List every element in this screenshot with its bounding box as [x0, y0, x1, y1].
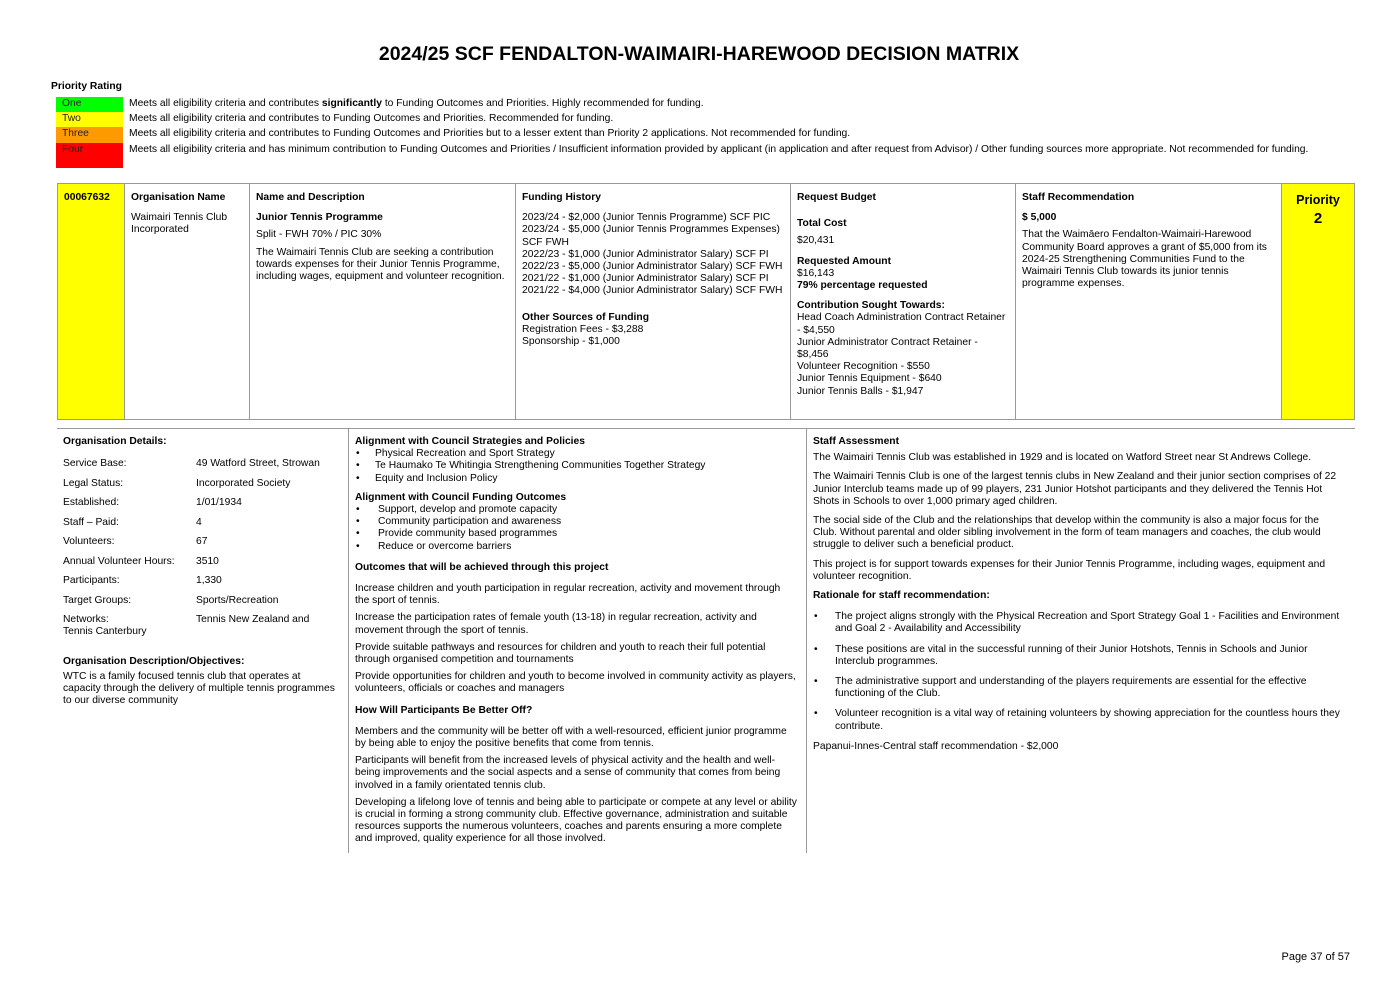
legend-text-three: Meets all eligibility criteria and contributes to Funding Outcomes and Priorities but to a lesser extent than Priority 2 applications. Not recommended for funding.: [129, 128, 851, 139]
achieved-item: Increase children and youth participation in regular recreation, activity and movement through the sport of tennis.: [355, 583, 781, 607]
org-field: Volunteers: 67: [63, 536, 208, 548]
org-field: Participants: 1,330: [63, 575, 222, 587]
priority-label: Priority: [1296, 193, 1340, 207]
list-item: • The administrative support and understanding of the players requirements are essential for the effective functioning of the Club.: [813, 676, 1345, 700]
requested-amount-label: Requested Amount: [797, 255, 892, 267]
org-networks-cont: Tennis Canterbury: [63, 626, 147, 638]
organisation-cell: [125, 184, 250, 419]
contribution-item: Volunteer Recognition - $550: [797, 361, 930, 373]
funding-history-item: 2021/22 - $4,000 (Junior Administrator Salary) SCF FWH: [522, 285, 783, 297]
list-item: • These positions are vital in the successful running of their Junior Hotshots, Tennis in Schools and Junior Interclub programmes.: [813, 644, 1345, 668]
better-off-header: How Will Participants Be Better Off?: [355, 704, 533, 716]
staff-recommendation-header: Staff Recommendation: [1022, 192, 1135, 203]
decision-row: [57, 183, 1355, 420]
strategies-header: Alignment with Council Strategies and Policies: [355, 436, 586, 447]
project-split: Split - FWH 70% / PIC 30%: [256, 229, 382, 241]
project-description: The Waimairi Tennis Club are seeking a contribution towards expenses for their Junior Tennis Programme, including wages, equipment and volunteer recognition.: [256, 246, 505, 283]
legend-swatch-one: One: [56, 97, 123, 112]
list-item: • Equity and Inclusion Policy: [355, 473, 797, 485]
org-name: Waimairi Tennis Club Incorporated: [131, 212, 228, 236]
request-budget-cell: [791, 184, 1016, 419]
rationale-header: Rationale for staff recommendation:: [813, 590, 990, 602]
assessment-paragraph: The social side of the Club and the relationships that develop within the community is also a major focus for the Club. Without parental and older sibling involvement in the form of team managers and coaches, the club would struggle to deliver such a beneficial product.: [813, 515, 1321, 551]
list-item: • Physical Recreation and Sport Strategy: [355, 448, 797, 460]
application-id-cell: [58, 184, 125, 419]
legend-row-three: [56, 127, 1316, 143]
org-field: Staff – Paid: 4: [63, 516, 202, 528]
org-details-header: Organisation Details:: [63, 436, 167, 447]
alignment-section: [355, 436, 797, 846]
assessment-paragraph: This project is for support towards expenses for their Junior Tennis Programme, including wages, equipment and volunteer recognition.: [813, 558, 1326, 582]
achieved-item: Increase the participation rates of female youth (13-18) in regular recreation, activity and movement through the sport of tennis.: [355, 612, 757, 636]
legend-swatch-two: Two: [56, 112, 123, 127]
better-off-item: Members and the community will be better off with a well-resourced, efficient junior programme by being able to enjoy the positive benefits that come from tennis.: [355, 725, 787, 750]
page-number: Page 37 of 57: [1281, 951, 1350, 963]
legend-row-two: [56, 112, 1316, 127]
contribution-item: Junior Tennis Equipment - $640: [797, 373, 942, 385]
funding-history-cell: [516, 184, 791, 419]
organisation-details: [63, 436, 341, 707]
section-divider: [57, 428, 1355, 429]
legend-row-one: [56, 97, 1316, 112]
legend-text-four: Meets all eligibility criteria and has minimum contribution to Funding Outcomes and Priorities / Insufficient information provided by applicant (in application and after request from Advisor) / Other funding sources more appropriate. Not recommended for funding.: [129, 144, 1309, 155]
org-field: Target Groups: Sports/Recreation: [63, 594, 279, 606]
achieved-header: Outcomes that will be achieved through this project: [355, 561, 609, 573]
org-field: Legal Status: Incorporated Society: [63, 477, 291, 489]
priority-legend: [56, 97, 1316, 168]
org-field: Annual Volunteer Hours: 3510: [63, 555, 219, 567]
funding-history-item: 2023/24 - $5,000 (Junior Tennis Programmes Expenses) SCF FWH: [522, 224, 780, 248]
other-recommendation: Papanui-Innes-Central staff recommendation - $2,000: [813, 740, 1059, 752]
staff-recommendation-cell: [1016, 184, 1282, 419]
org-field-networks: Networks: Tennis New Zealand and: [63, 614, 310, 626]
strategies-list: [355, 448, 797, 485]
other-source-item: Sponsorship - $1,000: [522, 336, 620, 348]
rationale-list: [813, 611, 1345, 733]
list-item: • Provide community based programmes: [355, 528, 797, 540]
contribution-item: Junior Administrator Contract Retainer - $8,456: [797, 336, 978, 361]
name-description-header: Name and Description: [256, 192, 365, 203]
request-budget-header: Request Budget: [797, 192, 876, 203]
contribution-item: Head Coach Administration Contract Retainer - $4,550: [797, 312, 1006, 336]
staff-recommendation-text: That the Waimāero Fendalton-Waimairi-Harewood Community Board approves a grant of $5,000 from its 2024-25 Strengthening Communities Fund to the Waimairi Tennis Club towards its junior tennis programme expenses.: [1022, 229, 1267, 290]
priority-cell: [1282, 184, 1354, 419]
other-sources-header: Other Sources of Funding: [522, 311, 649, 323]
achieved-item: Provide suitable pathways and resources for children and youth to reach their full potential through organised competition and tournaments: [355, 641, 766, 666]
legend-text-two: Meets all eligibility criteria and contributes to Funding Outcomes and Priorities. Recommended for funding.: [129, 113, 614, 124]
funding-history-item: 2021/22 - $1,000 (Junior Administrator Salary) SCF PI: [522, 273, 769, 285]
org-description-header: Organisation Description/Objectives:: [63, 655, 245, 667]
page-title: 2024/25 SCF FENDALTON-WAIMAIRI-HAREWOOD DECISION MATRIX: [378, 43, 1020, 65]
priority-rating-title: Priority Rating: [51, 81, 122, 92]
legend-swatch-three: Three: [56, 127, 123, 143]
outcomes-header: Alignment with Council Funding Outcomes: [355, 491, 567, 503]
better-off-item: Developing a lifelong love of tennis and being able to participate or compete at any level or ability is crucial in forming a strong community club. Effective governance, administration and suitable resources supports the numerous volunteers, coaches and parents ensuring a more complete and improved, quality experience for all those involved.: [355, 796, 797, 845]
legend-row-four: [56, 143, 1316, 168]
contribution-label: Contribution Sought Towards:: [797, 300, 945, 312]
list-item: • The project aligns strongly with the Physical Recreation and Sport Strategy Goal 1 - Facilities and Environment and Goal 2 - Availability and Accessibility: [813, 611, 1345, 635]
column-divider: [348, 429, 349, 853]
other-source-item: Registration Fees - $3,288: [522, 323, 644, 335]
funding-history-item: 2022/23 - $5,000 (Junior Administrator Salary) SCF FWH: [522, 261, 783, 273]
staff-assessment-header: Staff Assessment: [813, 436, 900, 447]
achieved-item: Provide opportunities for children and youth to become involved in community activity as players, volunteers, officials or coaches and managers: [355, 671, 796, 695]
total-cost-label: Total Cost: [797, 218, 847, 230]
staff-assessment: [813, 436, 1345, 753]
funding-history-item: 2023/24 - $2,000 (Junior Tennis Programme) SCF PIC: [522, 212, 771, 224]
org-description-text: WTC is a family focused tennis club that operates at capacity through the delivery of multiple tennis programmes to our diverse community: [63, 670, 335, 707]
description-cell: [250, 184, 516, 419]
contribution-item: Junior Tennis Balls - $1,947: [797, 385, 924, 397]
outcomes-list: [355, 504, 797, 553]
percentage-requested: 79% percentage requested: [797, 280, 928, 292]
legend-swatch-four: Four: [56, 143, 123, 168]
org-field: Service Base: 49 Watford Street, Strowan: [63, 458, 320, 470]
legend-text-one: Meets all eligibility criteria and contributes significantly to Funding Outcomes and Priorities. Highly recommended for funding.: [129, 98, 704, 109]
application-id: 00067632: [64, 192, 110, 203]
assessment-paragraph: The Waimairi Tennis Club is one of the largest tennis clubs in New Zealand and their junior section comprises of 22 Junior Interclub teams made up of 99 players, 231 Junior Hotshot participants and they delivered the Tennis Hot Shots in Schools to over 1,000 primary aged children.: [813, 471, 1337, 507]
project-name: Junior Tennis Programme: [256, 212, 383, 224]
funding-history-header: Funding History: [522, 192, 601, 203]
column-divider: [806, 429, 807, 853]
requested-amount-value: $16,143: [797, 267, 835, 279]
list-item: • Community participation and awareness: [355, 516, 797, 528]
total-cost-value: $20,431: [797, 235, 835, 247]
priority-value: 2: [1313, 210, 1323, 227]
org-name-header: Organisation Name: [131, 192, 226, 203]
better-off-item: Participants will benefit from the increased levels of physical activity and the health and well-being improvements and the social aspects and a sense of community that comes from being involved in a family orientated tennis club.: [355, 755, 781, 791]
list-item: • Te Haumako Te Whitingia Strengthening Communities Together Strategy: [355, 460, 797, 472]
list-item: • Volunteer recognition is a vital way of retaining volunteers by showing appreciation for the countless hours they contribute.: [813, 708, 1345, 732]
assessment-paragraph: The Waimairi Tennis Club was established in 1929 and is located on Watford Street near St Andrews College.: [813, 452, 1312, 464]
org-field: Established: 1/01/1934: [63, 497, 242, 509]
list-item: • Support, develop and promote capacity: [355, 504, 797, 516]
staff-recommendation-amount: $ 5,000: [1022, 212, 1057, 224]
list-item: • Reduce or overcome barriers: [355, 541, 797, 553]
funding-history-item: 2022/23 - $1,000 (Junior Administrator Salary) SCF PI: [522, 248, 769, 260]
